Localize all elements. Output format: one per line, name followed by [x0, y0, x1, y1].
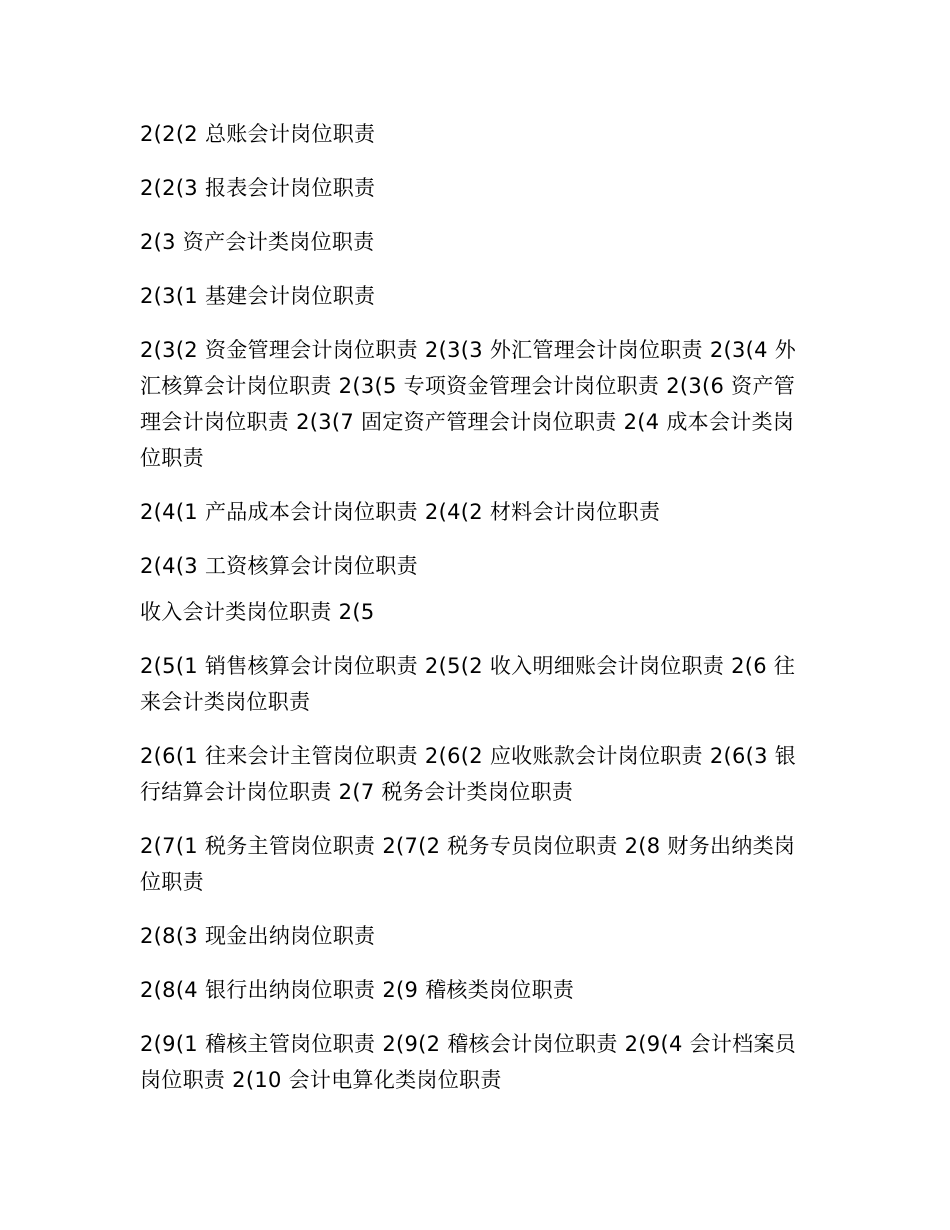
document-body — [140, 116, 805, 1116]
paragraph-7: 2(4(3 工资核算会计岗位职责 — [140, 554, 418, 578]
paragraph-4: 2(3(1 基建会计岗位职责 — [140, 284, 376, 308]
paragraph-13: 2(8(4 银行出纳岗位职责 2(9 稽核类岗位职责 — [140, 978, 575, 1002]
paragraph-12: 2(8(3 现金出纳岗位职责 — [140, 924, 376, 948]
paragraph-2: 2(2(3 报表会计岗位职责 — [140, 176, 376, 200]
paragraph-1: 2(2(2 总账会计岗位职责 — [140, 122, 376, 146]
paragraph-9: 2(5(1 销售核算会计岗位职责 2(5(2 收入明细账会计岗位职责 2(6 往来会计类岗位职责 — [140, 654, 796, 714]
paragraph-8: 收入会计类岗位职责 2(5 — [140, 600, 375, 624]
paragraph-3: 2(3 资产会计类岗位职责 — [140, 230, 375, 254]
paragraph-5: 2(3(2 资金管理会计岗位职责 2(3(3 外汇管理会计岗位职责 2(3(4 外汇核算会计岗位职责 2(3(5 专项资金管理会计岗位职责 2(3(6 资产管理会计岗位职责 2(3(7 固定资产管理会计岗位职责 2(4 成本会计类岗位职责 — [140, 338, 797, 470]
paragraph-10: 2(6(1 往来会计主管岗位职责 2(6(2 应收账款会计岗位职责 2(6(3 银行结算会计岗位职责 2(7 税务会计类岗位职责 — [140, 744, 797, 804]
paragraph-14: 2(9(1 稽核主管岗位职责 2(9(2 稽核会计岗位职责 2(9(4 会计档案员岗位职责 2(10 会计电算化类岗位职责 — [140, 1032, 797, 1092]
paragraph-6: 2(4(1 产品成本会计岗位职责 2(4(2 材料会计岗位职责 — [140, 500, 661, 524]
paragraph-11: 2(7(1 税务主管岗位职责 2(7(2 税务专员岗位职责 2(8 财务出纳类岗位职责 — [140, 834, 796, 894]
